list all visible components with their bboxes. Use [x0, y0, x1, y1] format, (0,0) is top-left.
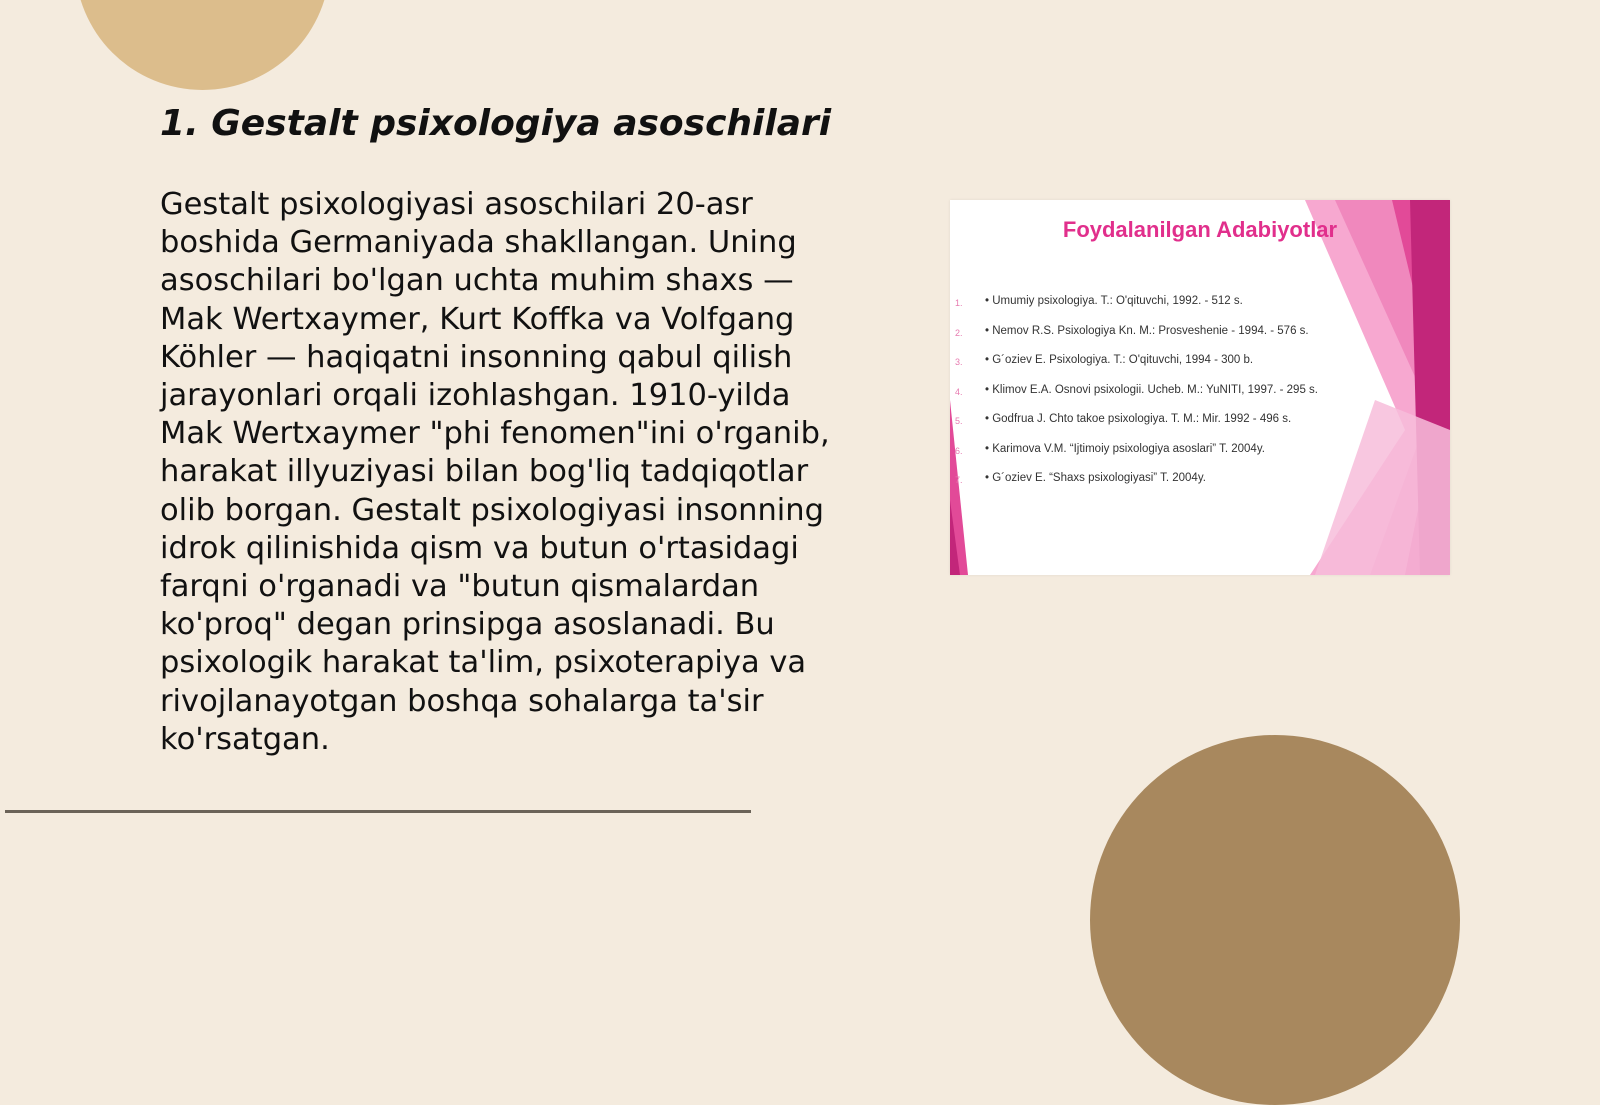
reference-number: 6.	[955, 445, 963, 456]
reference-text: • G´oziev E. “Shaxs psixologiyasi” T. 2004y.	[985, 472, 1206, 484]
decorative-circle-top	[75, 0, 330, 90]
reference-number: 2.	[955, 327, 963, 338]
reference-text: • Klimov E.A. Osnovi psixologii. Ucheb. M.: YuNITI, 1997. - 295 s.	[985, 383, 1318, 396]
reference-text: • Karimova V.M. “Ijtimoiy psixologiya asoslari” T. 2004y.	[985, 442, 1265, 455]
decorative-circle-bottom	[1090, 735, 1460, 1105]
reference-number: 1.	[955, 298, 963, 308]
references-title: Foydalanilgan Adabiyotlar	[1062, 217, 1338, 242]
slide-title: 1. Gestalt psixologiya asoschilari	[160, 103, 832, 144]
slide-body-text: Gestalt psixologiyasi asoschilari 20-asr boshida Germaniyada shakllangan. Uning asoschilari bo'lgan uchta muhim shaxs — Mak Wertxaymer, Kurt Koffka va Volfgang Köhler — haqiqatni insonning qabul qilish jarayonlari orqali izohlashgan. 1910-yilda Mak Wertxaymer "phi fenomen"ini o'rganib, harakat illyuziyasi bilan bog'liq tadqiqotlar olib borgan. Gestalt psixologiyasi insonning idrok qilinishida qism va butun o'rtasidagi farqni o'rganadi va "butun qismalardan ko'proq" degan prinsipga asoslanadi. Bu psixologik harakat ta'lim, psixoterapiya va rivojlanayotgan boshqa sohalarga ta'sir ko'rsatgan.	[160, 187, 830, 757]
reference-text: • Godfrua J. Chto takoe psixologiya. T. M.: Mir. 1992 - 496 s.	[985, 413, 1292, 425]
reference-number: 5.	[955, 416, 963, 426]
divider-line	[5, 810, 751, 813]
reference-number: 7.	[955, 475, 963, 485]
reference-text: • G´oziev E. Psixologiya. T.: O'qituvchi, 1994 - 300 b.	[985, 354, 1254, 366]
reference-number: 4.	[955, 386, 963, 397]
reference-number: 3.	[955, 357, 963, 367]
reference-text: • Umumiy psixologiya. T.: O'qituvchi, 1992. - 512 s.	[985, 295, 1243, 307]
references-slide-image	[950, 200, 1450, 575]
reference-text: • Nemov R.S. Psixologiya Kn. M.: Prosveshenie - 1994. - 576 s.	[985, 324, 1309, 337]
